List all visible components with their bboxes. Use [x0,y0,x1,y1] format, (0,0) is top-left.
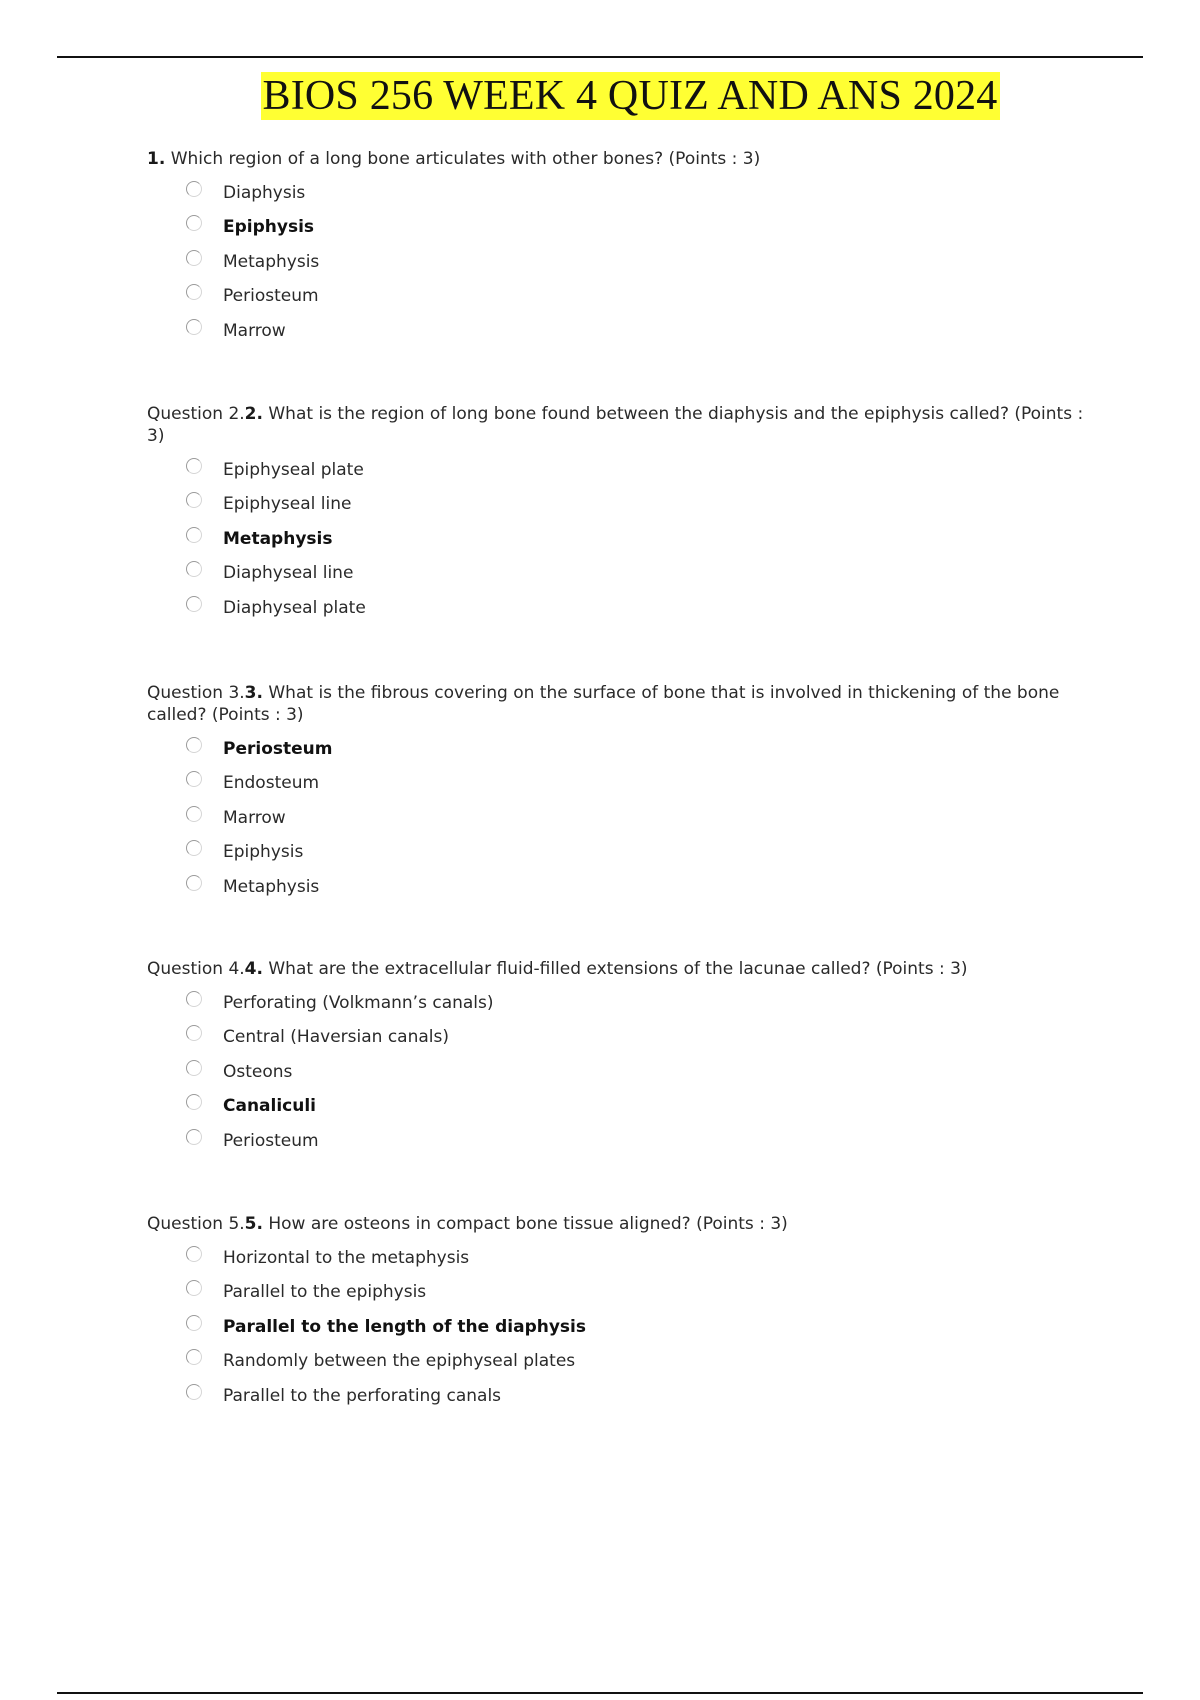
radio-button-icon[interactable] [186,1025,202,1041]
option-label: Periosteum [223,739,333,759]
question-3 [147,682,1087,904]
option-label: Central (Haversian canals) [223,1027,449,1048]
radio-button-icon[interactable] [186,1384,202,1400]
question-text [147,958,1087,980]
answer-option[interactable] [147,1020,1087,1054]
answer-option[interactable] [147,314,1087,348]
question-prefix: Question 2. [147,404,245,424]
option-label: Epiphyseal line [223,494,352,515]
option-label: Endosteum [223,773,320,794]
question-body: Which region of a long bone articulates with other bones? (Points : 3) [165,149,761,169]
answer-options [147,453,1087,625]
option-label: Randomly between the epiphyseal plates [223,1351,576,1372]
radio-button-icon[interactable] [186,458,202,474]
option-label: Diaphysis [223,183,306,203]
answer-option[interactable] [147,801,1087,835]
answer-option-correct[interactable] [147,210,1087,244]
question-body: How are osteons in compact bone tissue aligned? (Points : 3) [262,1214,788,1234]
answer-option[interactable] [147,279,1087,313]
radio-button-icon[interactable] [186,561,202,577]
radio-button-icon[interactable] [186,1246,202,1262]
answer-option-correct[interactable] [147,732,1087,766]
radio-button-icon[interactable] [186,875,202,891]
answer-option[interactable] [147,1344,1087,1378]
answer-option[interactable] [147,453,1087,487]
question-text [147,403,1087,447]
option-label: Marrow [223,320,286,341]
question-text [147,148,1087,170]
question-1 [147,148,1087,348]
option-label: Metaphysis [223,528,333,549]
answer-option[interactable] [147,870,1087,904]
answer-option-correct[interactable] [147,1089,1087,1123]
radio-button-icon[interactable] [186,1094,202,1110]
option-label: Diaphyseal plate [223,597,366,618]
answer-options [147,1241,1087,1413]
answer-option[interactable] [147,591,1087,625]
radio-button-icon[interactable] [186,319,202,335]
answer-option[interactable] [147,556,1087,590]
question-body: What is the region of long bone found between the diaphysis and the epiphysis called? (Points : 3) [147,404,1084,446]
radio-button-icon[interactable] [186,492,202,508]
question-2 [147,403,1087,625]
radio-button-icon[interactable] [186,215,202,231]
option-label: Perforating (Volkmann’s canals) [223,993,494,1013]
question-text [147,1213,1087,1235]
radio-button-icon[interactable] [186,840,202,856]
question-5 [147,1213,1087,1413]
radio-button-icon[interactable] [186,596,202,612]
radio-button-icon[interactable] [186,1129,202,1145]
radio-button-icon[interactable] [186,1349,202,1365]
answer-option[interactable] [147,1124,1087,1158]
radio-button-icon[interactable] [186,737,202,753]
title-container [0,72,1200,120]
option-label: Marrow [223,807,286,828]
option-label: Metaphysis [223,876,320,897]
radio-button-icon[interactable] [186,527,202,543]
option-label: Epiphysis [223,842,304,863]
answer-option[interactable] [147,835,1087,869]
answer-option[interactable] [147,1275,1087,1309]
radio-button-icon[interactable] [186,1060,202,1076]
radio-button-icon[interactable] [186,250,202,266]
answer-option[interactable] [147,1055,1087,1089]
answer-option-correct[interactable] [147,522,1087,556]
option-label: Epiphyseal plate [223,460,364,480]
option-label: Parallel to the perforating canals [223,1385,502,1406]
option-label: Parallel to the length of the diaphysis [223,1316,586,1337]
option-label: Canaliculi [223,1096,317,1117]
bottom-rule [57,1692,1143,1694]
option-label: Metaphysis [223,251,320,272]
radio-button-icon[interactable] [186,806,202,822]
option-label: Epiphysis [223,217,315,238]
question-prefix: Question 4. [147,959,245,979]
answer-option[interactable] [147,1379,1087,1413]
option-label: Parallel to the epiphysis [223,1282,427,1303]
answer-option[interactable] [147,176,1087,210]
option-label: Osteons [223,1061,293,1082]
question-number: 3. [244,683,263,703]
answer-option-correct[interactable] [147,1310,1087,1344]
answer-options [147,986,1087,1158]
radio-button-icon[interactable] [186,284,202,300]
radio-button-icon[interactable] [186,771,202,787]
question-4 [147,958,1087,1158]
question-number: 2. [244,404,263,424]
document-title: BIOS 256 WEEK 4 QUIZ AND ANS 2024 [262,73,998,119]
answer-option[interactable] [147,766,1087,800]
question-number: 1. [147,149,166,169]
radio-button-icon[interactable] [186,1315,202,1331]
answer-option[interactable] [147,1241,1087,1275]
option-label: Diaphyseal line [223,563,354,584]
option-label: Horizontal to the metaphysis [223,1248,470,1268]
question-body: What is the fibrous covering on the surface of bone that is involved in thickening of the bone called? (Points : 3) [147,683,1060,725]
question-text [147,682,1087,726]
radio-button-icon[interactable] [186,991,202,1007]
answer-options [147,732,1087,904]
option-label: Periosteum [223,1130,319,1151]
question-number: 4. [244,959,263,979]
radio-button-icon[interactable] [186,181,202,197]
question-prefix: Question 5. [147,1214,245,1234]
question-prefix: Question 3. [147,683,245,703]
option-label: Periosteum [223,286,319,307]
question-body: What are the extracellular fluid-filled extensions of the lacunae called? (Points : 3) [262,959,968,979]
answer-options [147,176,1087,348]
answer-option[interactable] [147,986,1087,1020]
top-rule [57,56,1143,58]
radio-button-icon[interactable] [186,1280,202,1296]
answer-option[interactable] [147,245,1087,279]
answer-option[interactable] [147,487,1087,521]
question-number: 5. [244,1214,263,1234]
